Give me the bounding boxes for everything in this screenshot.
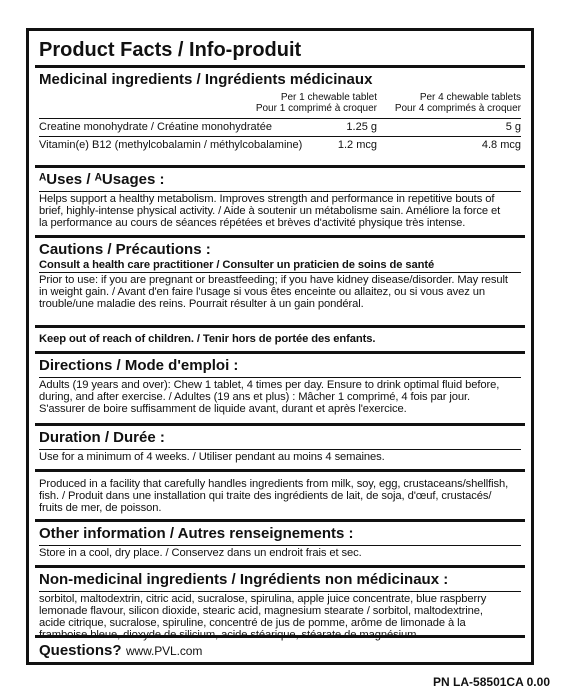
uses-section (35, 165, 525, 231)
col-per4-line2: Pour 4 comprimés à croquer (394, 103, 521, 114)
divider (39, 591, 521, 592)
cautions-section (35, 235, 525, 323)
duration-line: Use for a minimum of 4 weeks. / Utiliser pendant au moins 4 semaines. (39, 451, 385, 463)
divider (39, 545, 521, 546)
divider (39, 136, 521, 137)
divider (39, 191, 521, 192)
col-per1-line2: Pour 1 comprimé à croquer (255, 103, 377, 114)
other-info-line: Store in a cool, dry place. / Conservez dans un endroit frais et sec. (39, 547, 362, 559)
uses-line: la performance au cours de séances répétées et brèves d'activité physique très intense. (39, 217, 466, 229)
children-warning: Keep out of reach of children. / Tenir hors de portée des enfants. (39, 333, 376, 345)
product-number: PN LA-58501CA 0.00 (433, 675, 550, 689)
col-per4-header (395, 92, 521, 114)
directions-section (35, 351, 525, 419)
ingredient-per4: 5 g (505, 121, 521, 133)
duration-section (35, 423, 525, 465)
facility-line: fish. / Produit dans une installation qui traite des ingrédients de lait, de soja, d'œuf, crustacés/ (39, 490, 492, 502)
product-facts-panel (26, 28, 534, 665)
non-medicinal-section (35, 565, 525, 641)
directions-heading: Directions / Mode d'emploi : (39, 357, 239, 374)
uses-line: brief, highly-intense physical activity. / Aide à soutenir un métabolisme sain. Améliore la force et (39, 205, 501, 217)
medicinal-heading: Medicinal ingredients / Ingrédients médicinaux (39, 71, 373, 88)
col-per1-header (256, 92, 377, 114)
col-per4-line1: Per 4 chewable tablets (419, 92, 521, 103)
other-info-heading: Other information / Autres renseignements : (39, 525, 354, 542)
divider (39, 449, 521, 450)
non-medicinal-line: sorbitol, maltodextrin, citric acid, sucralose, spirulina, apple juice concentrate, blue raspberry (39, 593, 487, 605)
uses-line: Helps support a healthy metabolism. Improves strength and performance in repetitive bouts of (39, 193, 495, 205)
cautions-line: Prior to use: if you are pregnant or breastfeeding; if you have kidney disease/disorder. May result (39, 274, 508, 286)
duration-heading: Duration / Durée : (39, 429, 165, 446)
questions-url[interactable]: www.PVL.com (125, 644, 203, 658)
divider (39, 377, 521, 378)
cautions-subheading: Consult a health care practitioner / Consulter un praticien de soins de santé (39, 259, 435, 271)
other-info-section (35, 519, 525, 561)
page-title: Product Facts / Info-produit (39, 39, 302, 61)
divider (39, 272, 521, 273)
medicinal-section (35, 65, 525, 163)
children-section (35, 325, 525, 349)
title-section (35, 35, 525, 63)
facility-line: Produced in a facility that carefully handles ingredients from milk, soy, egg, crustaceans/shellfish, (39, 478, 509, 490)
uses-heading: ᴬUses / ᴬUsages : (39, 171, 165, 188)
ingredient-name: Vitamin(e) B12 (methylcobalamin / méthylcobalamine) (39, 139, 303, 151)
non-medicinal-line: lemonade flavour, silicon dioxide, stearic acid, magnesium stearate / sorbitol, maltodextrine, (39, 605, 483, 617)
ingredient-per4: 4.8 mcg (481, 139, 521, 151)
cautions-line: in weight gain. / Avant d'en faire l'usage si vous êtes enceinte ou allaitez, ou si vous avez un (39, 286, 485, 298)
facility-line: fruits de mer, de poisson. (39, 502, 162, 514)
col-per1-line1: Per 1 chewable tablet (280, 92, 377, 103)
cautions-heading: Cautions / Précautions : (39, 241, 211, 258)
directions-line: Adults (19 years and over): Chew 1 tablet, 4 times per day. Ensure to drink optimal fluid before, (39, 379, 500, 391)
divider (39, 118, 521, 119)
directions-line: during, and after exercise. / Adultes (19 ans et plus) : Mâcher 1 comprimé, 4 fois par jour. (39, 391, 471, 403)
questions-label: Questions? (39, 642, 122, 659)
cautions-line: trouble/une maladie des reins. Pourrait résulter à un gain pondéral. (39, 298, 364, 310)
non-medicinal-heading: Non-medicinal ingredients / Ingrédients non médicinaux : (39, 571, 449, 588)
ingredient-name: Creatine monohydrate / Créatine monohydratée (39, 121, 272, 133)
ingredient-per1: 1.25 g (346, 121, 377, 133)
non-medicinal-line: framboise bleue, dioxyde de silicium, acide stéarique, stéarate de magnésium. (39, 629, 420, 641)
non-medicinal-line: acide citrique, sucralose, spiruline, concentré de jus de pomme, arôme de limonade à la (39, 617, 466, 629)
facility-section (35, 469, 525, 517)
ingredient-per1: 1.2 mcg (337, 139, 377, 151)
questions-section (35, 635, 525, 661)
directions-line: S'assurer de boire suffisamment de liquide avant, durant et après l'exercice. (39, 403, 407, 415)
